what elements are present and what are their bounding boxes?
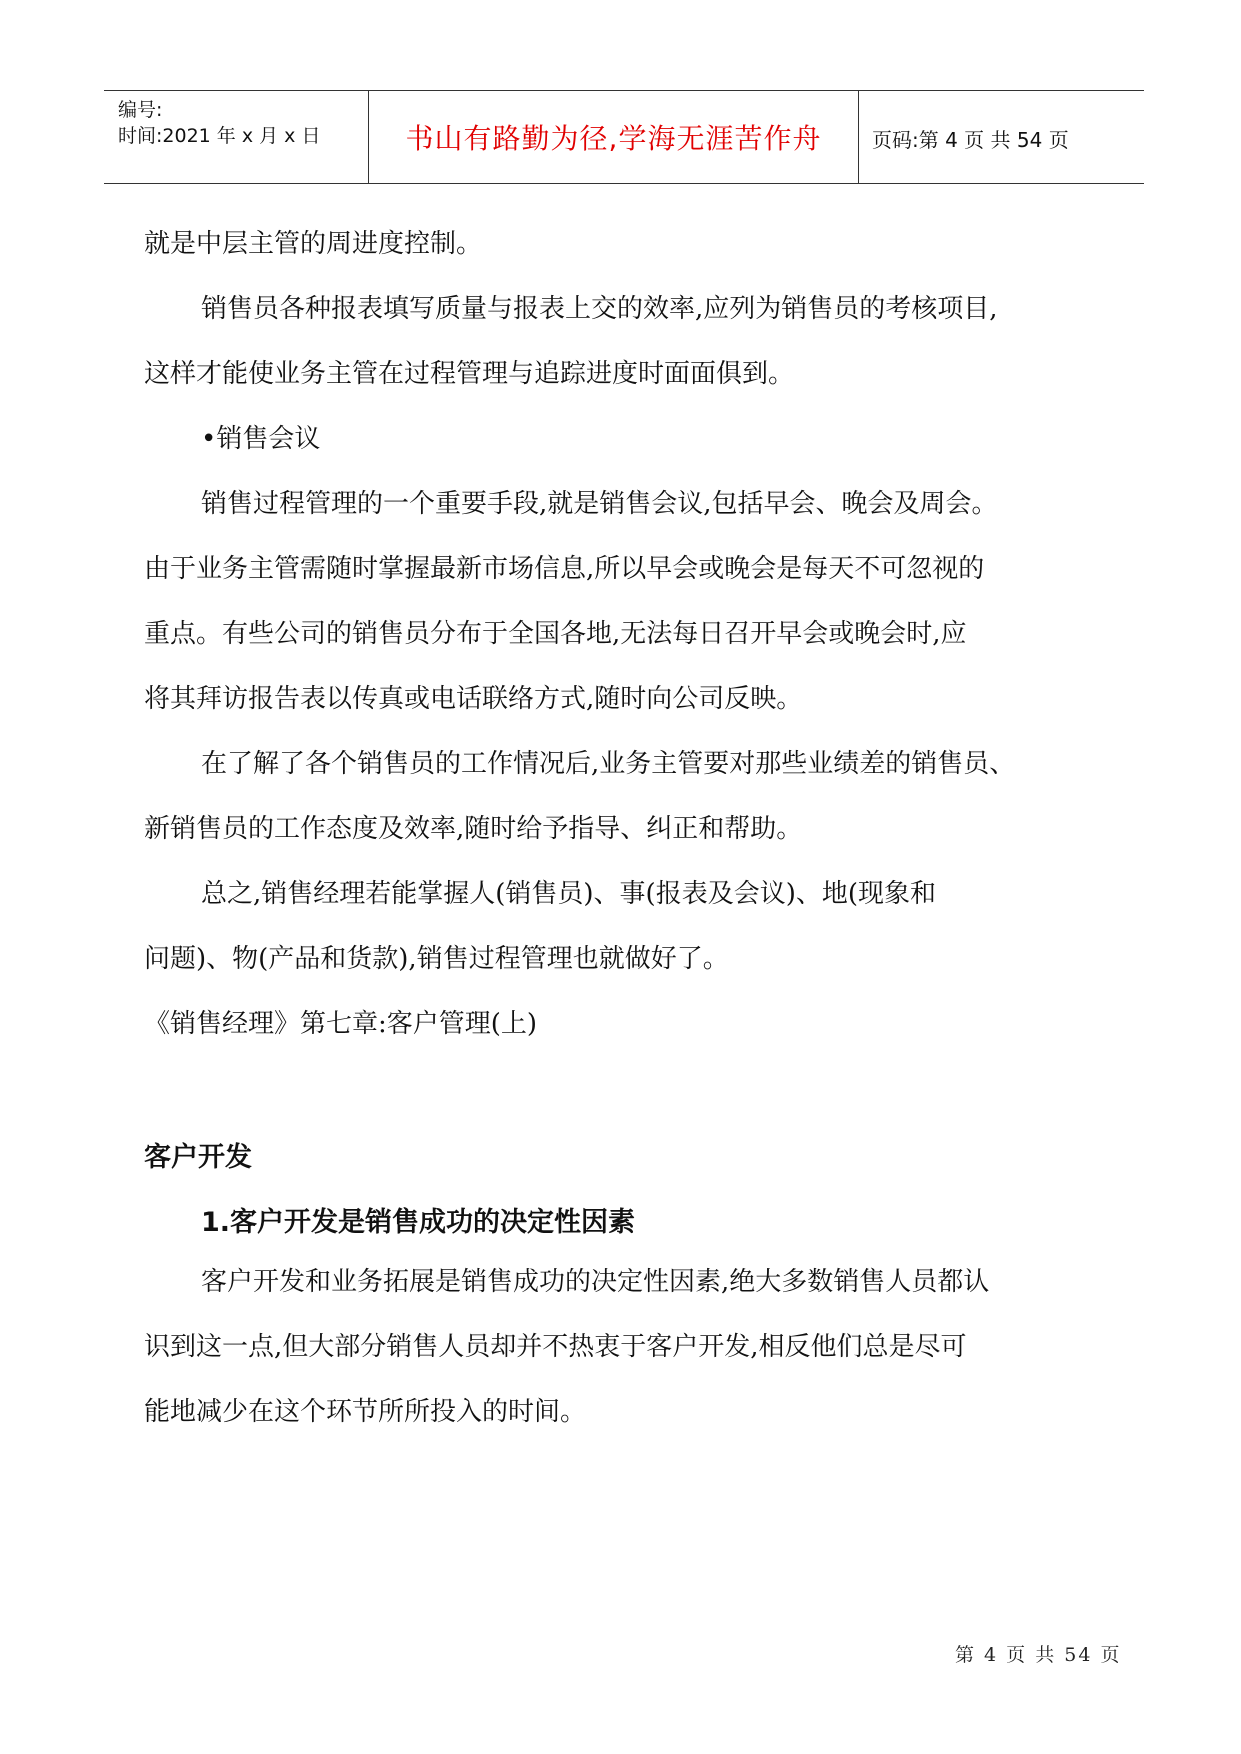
footer-page-number: 第 4 页 共 54 页 [955, 1644, 1122, 1666]
header-divider [858, 91, 859, 183]
chapter-title: 《销售经理》第七章:客户管理(上) [144, 1009, 538, 1039]
subsection-heading: 1.客户开发是销售成功的决定性因素 [201, 1207, 636, 1238]
header-meta [118, 97, 320, 149]
paragraph-line: 能地减少在这个环节所所投入的时间。 [144, 1397, 587, 1427]
number-label: 编号: [118, 99, 163, 121]
paragraph-line: 客户开发和业务拓展是销售成功的决定性因素,绝大多数销售人员都认 [201, 1267, 990, 1297]
document-header [104, 90, 1144, 184]
paragraph-line: 销售过程管理的一个重要手段,就是销售会议,包括早会、晚会及周会。 [201, 489, 998, 519]
paragraph-line: 就是中层主管的周进度控制。 [144, 229, 483, 259]
time-label: 时间:2021 年 x 月 x 日 [118, 125, 321, 147]
paragraph-line: 问题)、物(产品和货款),销售过程管理也就做好了。 [144, 944, 729, 974]
paragraph-line: 这样才能使业务主管在过程管理与追踪进度时面面俱到。 [144, 359, 795, 389]
paragraph-line: 重点。有些公司的销售员分布于全国各地,无法每日召开早会或晚会时,应 [144, 619, 967, 649]
paragraph-line: 总之,销售经理若能掌握人(销售员)、事(报表及会议)、地(现象和 [201, 879, 936, 909]
paragraph-line: 新销售员的工作态度及效率,随时给予指导、纠正和帮助。 [144, 814, 803, 844]
paragraph-line: 销售员各种报表填写质量与报表上交的效率,应列为销售员的考核项目, [201, 294, 998, 324]
header-motto: 书山有路勤为径,学海无涯苦作舟 [405, 122, 822, 155]
paragraph-line: 将其拜访报告表以传真或电话联络方式,随时向公司反映。 [144, 684, 803, 714]
bullet-heading: •销售会议 [201, 424, 321, 454]
paragraph-line: 识到这一点,但大部分销售人员却并不热衷于客户开发,相反他们总是尽可 [144, 1332, 967, 1362]
section-heading: 客户开发 [144, 1142, 252, 1173]
paragraph-line: 在了解了各个销售员的工作情况后,业务主管要对那些业绩差的销售员、 [201, 749, 1016, 779]
header-page-info: 页码:第 4 页 共 54 页 [872, 128, 1069, 152]
paragraph-line: 由于业务主管需随时掌握最新市场信息,所以早会或晚会是每天不可忽视的 [144, 554, 985, 584]
